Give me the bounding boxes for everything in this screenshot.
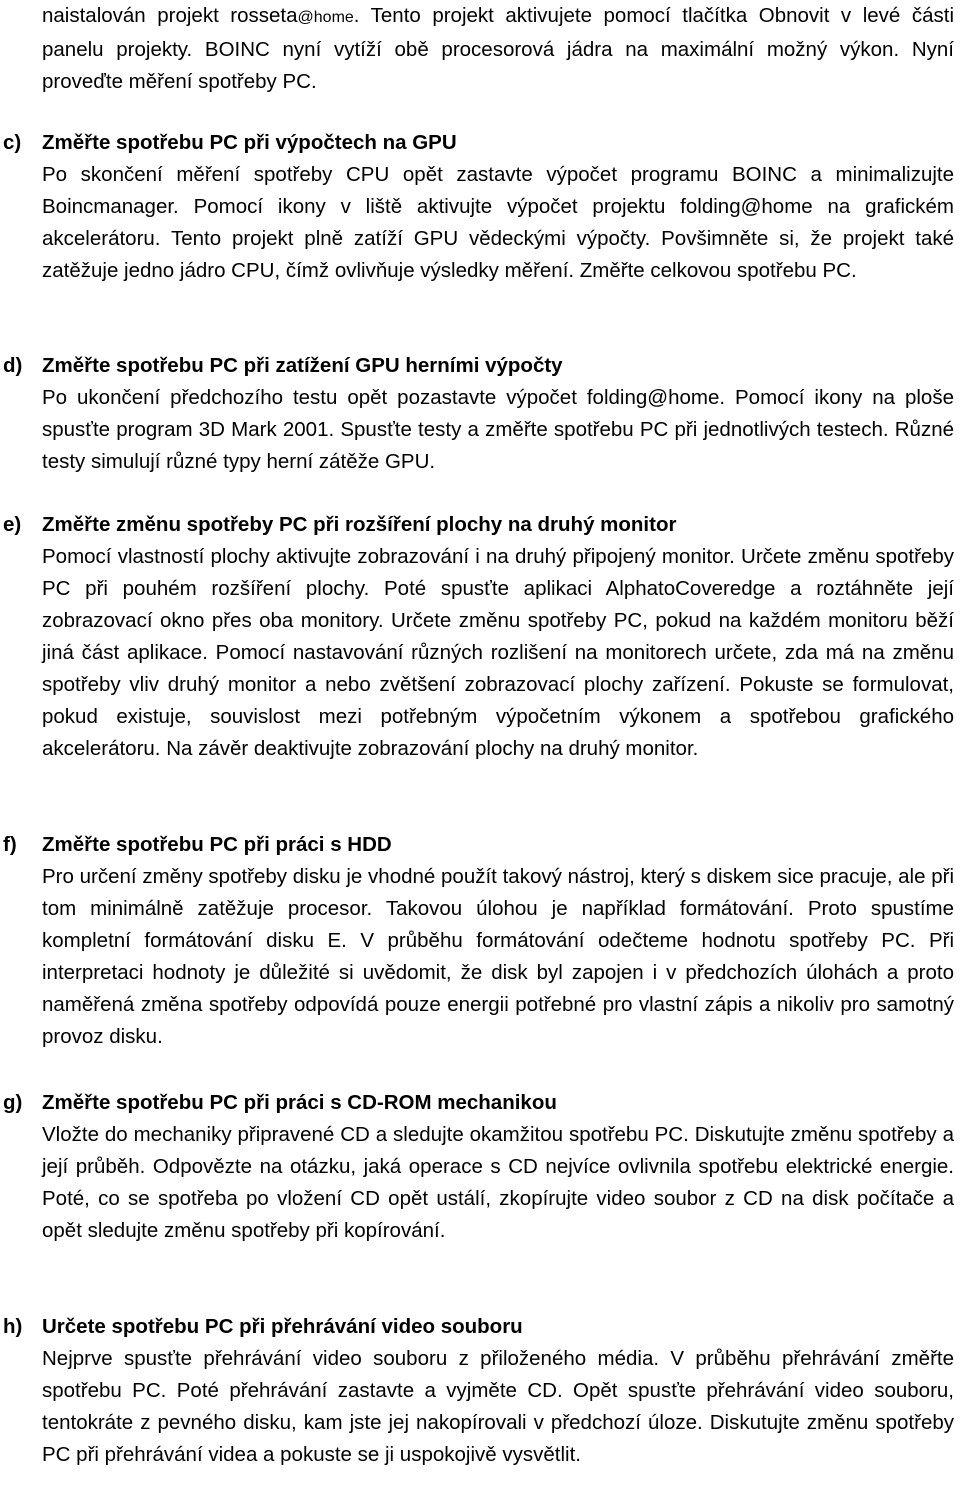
intro-text-end: . Tento projekt aktivujete pomocí tlačítka Obnovit v levé části panelu projekty. BOINC nyní vytíží obě procesorová jádra na maximální možný výkon. Nyní proveďte měření spotřeby PC.	[42, 4, 954, 93]
section-body: Pomocí vlastností plochy aktivujte zobrazování i na druhý připojený monitor. Určete změnu spotřeby PC při pouhém rozšíření plochy. Poté spusťte aplikaci AlphatoCoveredge a roztáhněte její zobrazovací okno přes oba monitory. Určete změnu spotřeby PC, pokud na každém monitoru běží jiná část aplikace. Pomocí nastavování různých rozlišení na monitorech určete, zda má na změnu spotřeby vliv druhý monitor a nebo zvětšení zobrazovací plochy zařízení. Pokuste se formulovat, pokud existuje, souvislost mezi potřebným výpočetním výkonem a spotřebou grafického akcelerátoru. Na závěr deaktivujte zobrazování plochy na druhý monitor.	[42, 545, 954, 760]
section-letter: d)	[3, 354, 23, 377]
section-heading: Změřte spotřebu PC při práci s HDD	[42, 833, 392, 856]
section-body: Nejprve spusťte přehrávání video souboru z přiloženého média. V průběhu přehrávání změřte spotřebu PC. Poté přehrávání zastavte a vyjměte CD. Opět spusťte přehrávání video souboru, tentokráte z pevného disku, kam jste jej nakopírovali v předchozí úloze. Diskutujte změnu spotřeby PC při přehrávání videa a pokuste se ji uspokojivě vysvětlit.	[42, 1347, 954, 1466]
section-body: Vložte do mechaniky připravené CD a sledujte okamžitou spotřebu PC. Diskutujte změnu spotřeby a její průběh. Odpovězte na otázku, jaká operace s CD nejvíce ovlivnila spotřebu elektrické energie. Poté, co se spotřeba po vložení CD opět ustálí, zkopírujte video soubor z CD na disk počítače a opět sledujte změnu spotřeby při kopírování.	[42, 1123, 954, 1242]
section-heading: Změřte spotřebu PC při zatížení GPU herními výpočty	[42, 354, 563, 377]
section-body: Po skončení měření spotřeby CPU opět zastavte výpočet programu BOINC a minimalizujte Boincmanager. Pomocí ikony v liště aktivujte výpočet projektu folding@home na grafickém akcelerátoru. Tento projekt plně zatíží GPU vědeckými výpočty. Povšimněte si, že projekt také zatěžuje jedno jádro CPU, čímž ovlivňuje výsledky měření. Změřte celkovou spotřebu PC.	[42, 163, 954, 282]
section-heading: Změřte spotřebu PC při práci s CD-ROM mechanikou	[42, 1091, 557, 1114]
intro-at-home: @home	[297, 9, 354, 26]
section-body: Pro určení změny spotřeby disku je vhodné použít takový nástroj, který s diskem sice pracuje, ale při tom minimálně zatěžuje procesor. Takovou úlohou je například formátování. Proto spustíme kompletní formátování disku E. V průběhu formátování odečteme hodnotu spotřeby PC. Při interpretaci hodnoty je důležité si uvědomit, že disk byl zapojen i v předchozích úlohách a proto naměřená změna spotřeby odpovídá pouze energii potřebné pro vlastní zápis a nikoliv pro samotný provoz disku.	[42, 865, 954, 1048]
section-heading: Změřte spotřebu PC při výpočtech na GPU	[42, 131, 457, 154]
intro-text-start: naistalován projekt rosseta	[42, 4, 298, 27]
section-letter: h)	[3, 1315, 23, 1338]
section-letter: f)	[3, 833, 17, 856]
section-letter: g)	[3, 1091, 23, 1114]
intro-paragraph	[42, 0, 954, 98]
section-body: Po ukončení předchozího testu opět pozastavte výpočet folding@home. Pomocí ikony na ploše spusťte program 3D Mark 2001. Spusťte testy a změřte spotřebu PC při jednotlivých testech. Různé testy simulují různé typy herní zátěže GPU.	[42, 386, 954, 473]
section-letter: c)	[3, 131, 22, 154]
section-heading: Určete spotřebu PC při přehrávání video souboru	[42, 1315, 523, 1338]
section-heading: Změřte změnu spotřeby PC při rozšíření plochy na druhý monitor	[42, 513, 677, 536]
section-letter: e)	[3, 513, 22, 536]
